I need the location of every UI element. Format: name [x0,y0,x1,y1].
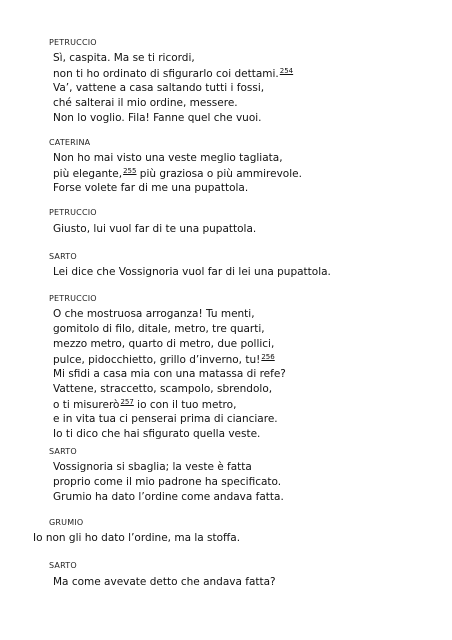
verse-line: Forse volete far di me una pupattola. [53,182,249,194]
verse-line: Vossignoria si sbaglia; la veste è fatta [53,461,252,473]
verse-line: ché salterai il mio ordine, messere. [53,97,238,109]
verse-line: Grumio ha dato l’ordine come andava fatta. [53,491,284,503]
verse-line: o ti misurerò$^{257}$ io con il tuo metro, [53,398,237,411]
verse-line: Vattene, straccetto, scampolo, sbrendolo, [53,383,273,395]
speaker-label: PETRUCCIO [49,294,97,303]
footnote-ref[interactable]: 254 [279,67,294,75]
verse-line: Non lo voglio. Fila! Fanne quel che vuoi. [53,112,262,124]
verse-line: più elegante,$^{255}$ più graziosa o più ammirevole. [53,167,302,180]
speaker-label: SARTO [49,447,77,456]
verse-line: Sì, caspita. Ma se ti ricordi, [53,52,195,64]
verse-line: Ma come avevate detto che andava fatta? [53,576,276,588]
verse-line: Giusto, lui vuol far di te una pupattola. [53,223,257,235]
verse-line: mezzo metro, quarto di metro, due pollici, [53,338,275,350]
verse-line: Io ti dico che hai sfigurato quella veste. [53,428,261,440]
footnote-ref[interactable]: 257 [120,398,134,406]
verse-line: pulce, pidocchietto, grillo d’inverno, tu!$^{256}$ [53,353,275,366]
verse-line: Va’, vattene a casa saltando tutti i fossi, [53,82,265,94]
footnote-ref[interactable]: 256 [261,353,275,361]
verse-line: Lei dice che Vossignoria vuol far di lei una pupattola. [53,266,331,278]
speaker-label: PETRUCCIO [49,208,97,217]
speaker-label: PETRUCCIO [49,38,97,47]
speaker-label: GRUMIO [49,518,84,527]
speaker-label: CATERINA [49,138,91,147]
verse-line: O che mostruosa arroganza! Tu menti, [53,308,255,320]
verse-line: non ti ho ordinato di sfigurarlo coi dettami.$^{254}$ [53,67,294,80]
verse-line: Non ho mai visto una veste meglio tagliata, [53,152,283,164]
verse-line: Io non gli ho dato l’ordine, ma la stoffa. [33,532,241,544]
verse-line: gomitolo di filo, ditale, metro, tre quarti, [53,323,265,335]
speaker-label: SARTO [49,561,77,570]
verse-line: Mi sfidi a casa mia con una matassa di refe? [53,368,286,380]
verse-line: e in vita tua ci penserai prima di cianciare. [53,413,278,425]
footnote-ref[interactable]: 255 [123,167,137,175]
speaker-label: SARTO [49,252,77,261]
verse-line: proprio come il mio padrone ha specificato. [53,476,282,488]
